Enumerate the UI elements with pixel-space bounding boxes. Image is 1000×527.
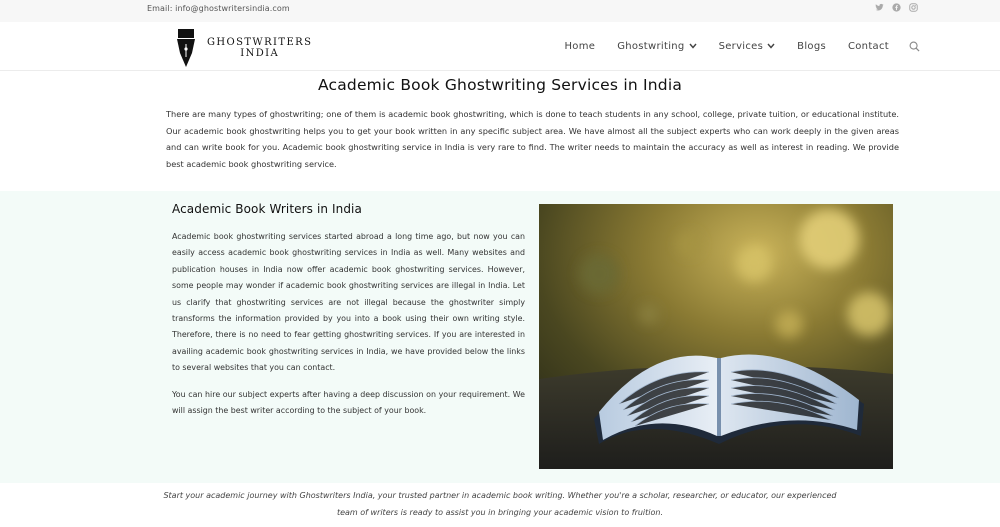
open-book-photo [539, 204, 893, 469]
nav-home[interactable] [564, 41, 595, 52]
nav-services-label: Services [718, 40, 764, 52]
section-paragraph-1: Academic book ghostwriting services started abroad a long time ago, but now you can easily access academic book ghostwriting services in India as well. Many websites and publication houses in India now offer academic book ghostwriting services. However, some people may wonder if academic book ghostwriting services are illegal in India. Let us clarify that ghostwriting services are not illegal because the ghostwriter simply transforms the information provided by you into a book using their own writing style. Therefore, there is no need to fear getting ghostwriting services. If you are interested in availing academic book ghostwriting services in India, we have provided below the links to several websites that you can contact. [172, 232, 525, 373]
section-paragraph-2: You can hire our subject experts after having a deep discussion on your requirement. We will assign the best writer according to the subject of your book. [172, 390, 525, 416]
nav-services[interactable] [719, 41, 776, 52]
social-links [875, 3, 918, 12]
nav-ghostwriting[interactable] [617, 41, 696, 52]
chevron-down-icon [767, 43, 775, 49]
nav-ghostwriting-label: Ghostwriting [617, 40, 685, 52]
logo-line-1: GHOSTWRITERS [207, 37, 313, 48]
logo-text [207, 37, 312, 59]
nav-blogs[interactable] [797, 41, 826, 52]
twitter-icon[interactable] [875, 3, 884, 12]
intro-paragraph: There are many types of ghostwriting; one of them is academic book ghostwriting, which is done to teach students in any school, college, private tuition, or educational institute. Our academic book ghostwriting helps you to get your book written in any specific subject area. We have almost all the subject experts who can work deeply in the given areas and can write book for you. Academic book ghostwriting service in India is very rare to find. The writer needs to maintain the accuracy as well as interest in reading. We provide best academic book ghostwriting service. [166, 109, 899, 169]
closing-statement: Start your academic journey with Ghostwriters India, your trusted partner in academic book writing. Whether you're a scholar, researcher, or educator, our experienced team of writers is ready to assist you in bringing your academic vision to fruition. [163, 491, 837, 517]
page-title: Academic Book Ghostwriting Services in India [317, 76, 683, 94]
chevron-down-icon [689, 43, 697, 49]
fountain-pen-icon [175, 29, 197, 67]
facebook-icon[interactable] [892, 3, 901, 12]
search-icon[interactable] [909, 41, 920, 52]
logo-line-2: INDIA [240, 48, 280, 59]
nav-blogs-label: Blogs [797, 40, 826, 52]
nav-contact[interactable] [848, 41, 889, 52]
writers-section [0, 191, 1000, 483]
nav-home-label: Home [564, 40, 596, 52]
contact-email[interactable]: Email: info@ghostwritersindia.com [147, 4, 290, 13]
instagram-icon[interactable] [909, 3, 918, 12]
top-bar [0, 0, 1000, 22]
section-heading: Academic Book Writers in India [172, 202, 362, 216]
site-header [0, 22, 1000, 71]
nav-contact-label: Contact [847, 40, 889, 52]
main-nav [542, 22, 920, 70]
site-logo[interactable] [175, 29, 312, 67]
